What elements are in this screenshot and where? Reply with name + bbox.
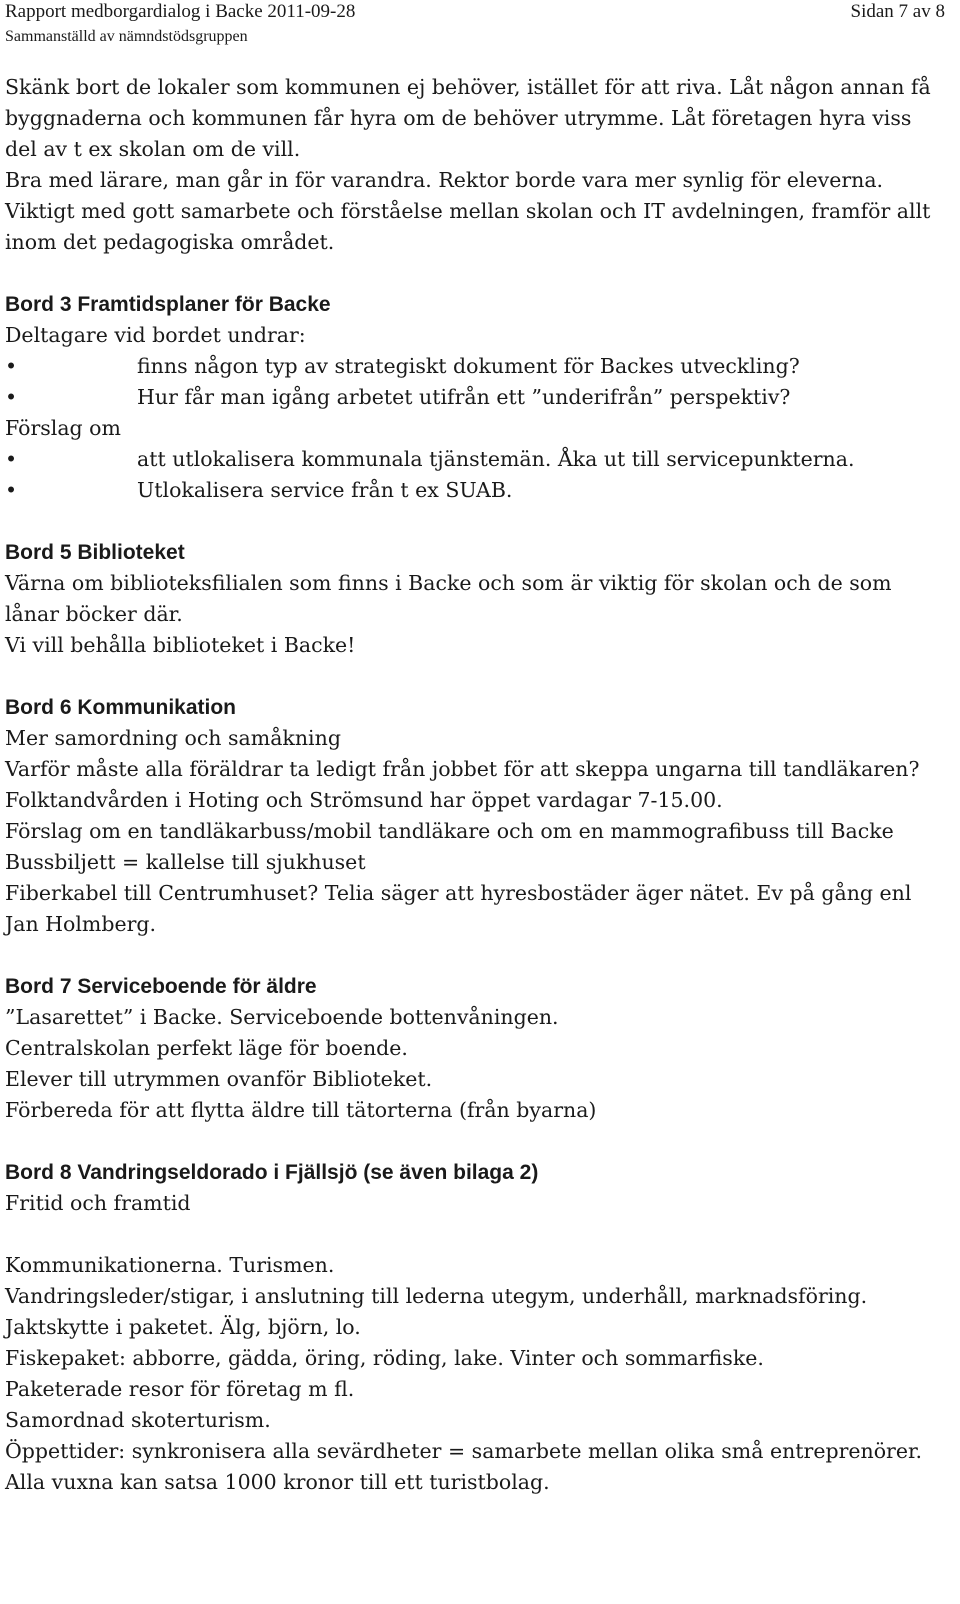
paragraph: Varför måste alla föräldrar ta ledigt från jobbet för att skeppa ungarna till tandläkaren? Folktandvården i Hoting och Strömsund har öppet vardagar 7-15.00.	[5, 757, 920, 812]
bullet-text: Hur får man igång arbetet utifrån ett ”underifrån” perspektiv?	[137, 385, 791, 409]
paragraph: Bussbiljett = kallelse till sjukhuset	[5, 850, 366, 874]
section-heading-bord-5: Bord 5 Biblioteket	[5, 541, 185, 564]
paragraph: Vandringsleder/stigar, i anslutning till lederna utegym, underhåll, marknadsföring.	[5, 1284, 868, 1308]
bullet-symbol: •	[5, 385, 18, 409]
paragraph: Kommunikationerna. Turismen.	[5, 1253, 335, 1277]
bullet-text: att utlokalisera kommunala tjänstemän. Åka ut till servicepunkterna.	[137, 447, 855, 471]
bullet-symbol: •	[5, 478, 18, 502]
paragraph: Förbereda för att flytta äldre till tätorterna (från byarna)	[5, 1098, 597, 1122]
bullet-item	[5, 475, 945, 506]
bullet-symbol: •	[5, 354, 18, 378]
paragraph: Centralskolan perfekt läge för boende.	[5, 1036, 408, 1060]
paragraph: ”Lasarettet” i Backe. Serviceboende bottenvåningen.	[5, 1005, 559, 1029]
bord3-proposal-lead: Förslag om	[5, 416, 121, 440]
bullet-item	[5, 351, 945, 382]
intro-paragraph: Bra med lärare, man går in för varandra. Rektor borde vara mer synlig för eleverna. Viktigt med gott samarbete och förståelse mellan skolan och IT avdelningen, framför allt inom det pedagogiska området.	[5, 168, 931, 254]
bullet-symbol: •	[5, 447, 18, 471]
paragraph: Jaktskytte i paketet. Älg, björn, lo.	[5, 1315, 361, 1339]
paragraph: Förslag om en tandläkarbuss/mobil tandläkare och om en mammografibuss till Backe	[5, 819, 894, 843]
paragraph: Elever till utrymmen ovanför Biblioteket.	[5, 1067, 433, 1091]
paragraph: Fiberkabel till Centrumhuset? Telia säger att hyresbostäder äger nätet. Ev på gång enl Jan Holmberg.	[5, 881, 912, 936]
report-title: Rapport medborgardialog i Backe 2011-09-28	[5, 1, 356, 22]
page-number: Sidan 7 av 8	[850, 1, 945, 22]
section-heading-bord-3: Bord 3 Framtidsplaner för Backe	[5, 293, 331, 316]
paragraph: Alla vuxna kan satsa 1000 kronor till ett turistbolag.	[5, 1470, 550, 1494]
bullet-item	[5, 382, 945, 413]
paragraph: Vi vill behålla biblioteket i Backe!	[5, 633, 356, 657]
bord8-subheading: Fritid och framtid	[5, 1191, 191, 1215]
bullet-text: finns någon typ av strategiskt dokument för Backes utveckling?	[137, 354, 800, 378]
document-body	[5, 72, 945, 1498]
bullet-text: Utlokalisera service från t ex SUAB.	[137, 478, 513, 502]
paragraph: Paketerade resor för företag m fl.	[5, 1377, 355, 1401]
paragraph: Öppettider: synkronisera alla sevärdheter = samarbete mellan olika små entreprenörer.	[5, 1439, 923, 1463]
bullet-item	[5, 444, 945, 475]
paragraph: Fiskepaket: abborre, gädda, öring, röding, lake. Vinter och sommarfiske.	[5, 1346, 764, 1370]
section-heading-bord-6: Bord 6 Kommunikation	[5, 696, 237, 719]
paragraph: Mer samordning och samåkning	[5, 726, 341, 750]
section-heading-bord-7: Bord 7 Serviceboende för äldre	[5, 975, 317, 998]
section-heading-bord-8: Bord 8 Vandringseldorado i Fjällsjö (se även bilaga 2)	[5, 1161, 539, 1184]
paragraph: Värna om biblioteksfilialen som finns i Backe och som är viktig för skolan och de som lånar böcker där.	[5, 571, 892, 626]
report-subtitle: Sammanställd av nämndstödsgruppen	[5, 28, 248, 45]
intro-paragraph: Skänk bort de lokaler som kommunen ej behöver, istället för att riva. Låt någon annan få byggnaderna och kommunen får hyra om de behöver utrymme. Låt företagen hyra viss del av t ex skolan om de vill.	[5, 75, 931, 161]
paragraph: Samordnad skoterturism.	[5, 1408, 271, 1432]
bord3-lead: Deltagare vid bordet undrar:	[5, 323, 306, 347]
